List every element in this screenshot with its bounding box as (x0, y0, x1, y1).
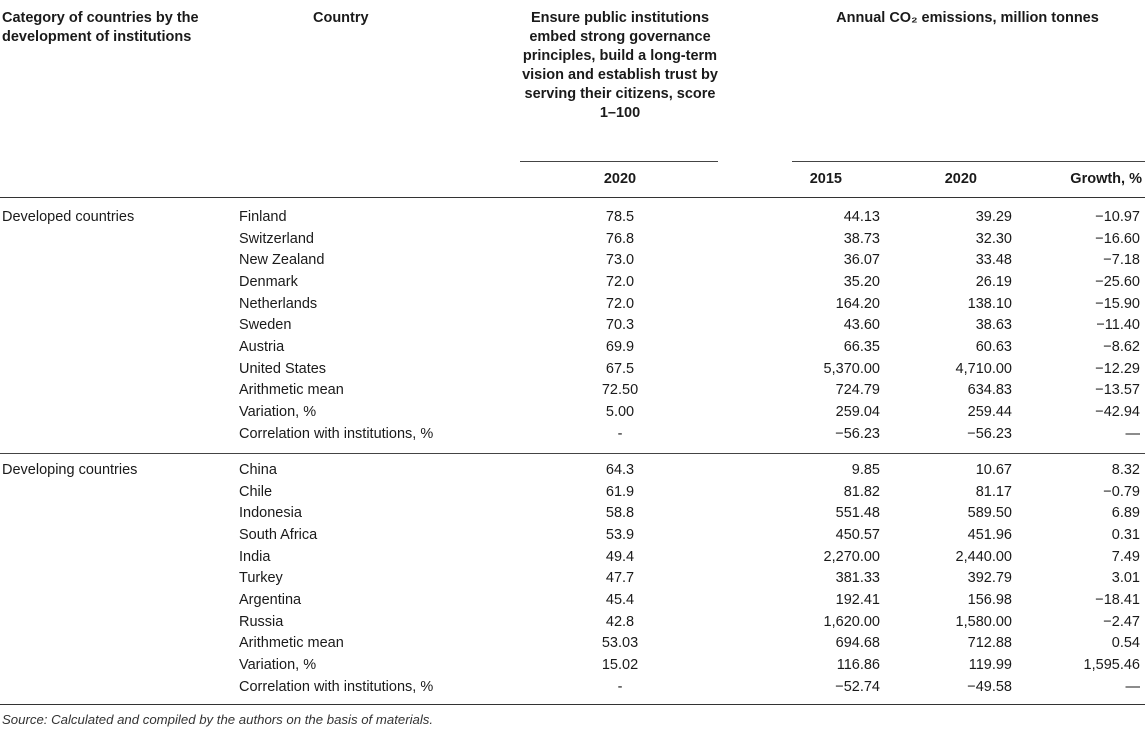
cell-emissions-2015: −52.74 (835, 678, 880, 695)
cell-country: Indonesia (239, 505, 302, 522)
cell-score: 67.5 (605, 360, 635, 377)
cell-emissions-2020: 10.67 (975, 462, 1012, 478)
cell-score: - (617, 678, 623, 695)
cell-growth: −12.29 (1095, 360, 1140, 377)
cell-emissions-2015: 450.57 (835, 526, 880, 543)
cell-emissions-2015: 81.82 (843, 483, 880, 500)
cell-growth: 1,595.46 (1083, 656, 1140, 673)
cell-growth: 7.49 (1111, 548, 1140, 565)
cell-emissions-2020: 26.19 (975, 273, 1012, 290)
cell-country: Turkey (239, 570, 283, 587)
cell-emissions-2015: 551.48 (835, 505, 880, 522)
cell-emissions-2015: 694.68 (835, 635, 880, 652)
cell-emissions-2015: 44.13 (843, 209, 880, 225)
cell-growth: — (1125, 678, 1140, 695)
cell-growth: — (1125, 425, 1140, 442)
cell-emissions-2015: 192.41 (835, 591, 880, 608)
cell-score: 53.03 (601, 635, 639, 652)
table-row (0, 251, 1145, 273)
cell-country: Variation, % (239, 403, 317, 420)
cell-growth: −16.60 (1095, 230, 1140, 247)
table-row (0, 403, 1145, 425)
cell-growth: 8.32 (1111, 462, 1140, 478)
cell-emissions-2020: −49.58 (967, 678, 1012, 695)
table-row (0, 461, 1145, 483)
cell-country: New Zealand (239, 252, 325, 269)
subheader-2015: 2015 (809, 171, 842, 187)
table-row (0, 273, 1145, 295)
cell-emissions-2015: 9.85 (851, 462, 880, 478)
cell-score: 15.02 (601, 656, 639, 673)
table-row (0, 425, 1145, 447)
header-category: Category of countries by the development of institutions (2, 10, 199, 45)
cell-country: Correlation with institutions, % (239, 425, 434, 442)
cell-country: Denmark (239, 273, 298, 290)
table-row (0, 634, 1145, 656)
cell-growth: −8.62 (1103, 338, 1140, 355)
cell-growth: −7.18 (1103, 252, 1140, 269)
cell-country: Variation, % (239, 656, 317, 673)
cell-country: South Africa (239, 526, 318, 543)
cell-country: Russia (239, 613, 284, 630)
cell-emissions-2020: −56.23 (967, 425, 1012, 442)
cell-country: Arithmetic mean (239, 382, 344, 399)
table-row (0, 381, 1145, 403)
cell-score: 61.9 (605, 483, 635, 500)
table-row (0, 548, 1145, 570)
cell-country: China (239, 462, 277, 478)
cell-emissions-2020: 2,440.00 (955, 548, 1012, 565)
cell-score: 76.8 (605, 230, 635, 247)
table-row (0, 295, 1145, 317)
cell-growth: −13.57 (1095, 382, 1140, 399)
cell-emissions-2020: 119.99 (968, 656, 1012, 673)
header-emissions: Annual CO₂ emissions, million tonnes (836, 10, 1099, 26)
cell-score: 78.5 (605, 209, 635, 225)
cell-country: United States (239, 360, 327, 377)
source-note: Source: Calculated and compiled by the authors on the basis of materials. (2, 712, 434, 727)
cell-emissions-2020: 33.48 (975, 252, 1012, 269)
cell-country: Arithmetic mean (239, 635, 344, 652)
cell-growth: 0.31 (1111, 526, 1140, 543)
cell-emissions-2020: 39.29 (975, 209, 1012, 225)
cell-emissions-2020: 138.10 (967, 295, 1012, 312)
cell-growth: −42.94 (1095, 403, 1140, 420)
cell-emissions-2015: 36.07 (843, 252, 880, 269)
cell-emissions-2020: 392.79 (967, 570, 1012, 587)
subheader-2020: 2020 (944, 171, 977, 187)
cell-emissions-2015: 724.79 (835, 382, 880, 399)
table-row (0, 338, 1145, 360)
cell-country: Correlation with institutions, % (239, 678, 434, 695)
cell-emissions-2015: 1,620.00 (823, 613, 880, 630)
header-bottom-rule (0, 197, 1145, 198)
cell-emissions-2020: 156.98 (967, 591, 1012, 608)
cell-growth: −11.40 (1096, 317, 1140, 334)
cell-country: Chile (239, 483, 273, 500)
cell-score: 69.9 (605, 338, 635, 355)
cell-country: India (239, 548, 271, 565)
cell-emissions-2015: 35.20 (843, 273, 880, 290)
cell-emissions-2015: 38.73 (843, 230, 880, 247)
table-row (0, 678, 1145, 700)
cell-country: Netherlands (239, 295, 318, 312)
cell-score: 64.3 (605, 462, 635, 478)
table-row (0, 504, 1145, 526)
cell-growth: −25.60 (1095, 273, 1140, 290)
cell-emissions-2020: 451.96 (967, 526, 1012, 543)
table-row (0, 230, 1145, 252)
cell-score: 5.00 (605, 403, 635, 420)
header-rule-institutions (520, 161, 718, 162)
cell-emissions-2015: 43.60 (843, 317, 880, 334)
cell-emissions-2015: 2,270.00 (823, 548, 880, 565)
cell-country: Austria (239, 338, 285, 355)
cell-emissions-2020: 38.63 (975, 317, 1012, 334)
cell-score: 45.4 (605, 591, 635, 608)
table-row (0, 613, 1145, 635)
cell-score: 47.7 (605, 570, 635, 587)
cell-emissions-2015: 5,370.00 (823, 360, 880, 377)
cell-score: 58.8 (605, 505, 635, 522)
cell-growth: 6.89 (1111, 505, 1140, 522)
cell-growth: 3.01 (1111, 570, 1140, 587)
cell-emissions-2015: 164.20 (835, 295, 880, 312)
cell-country: Argentina (239, 591, 302, 608)
cell-emissions-2020: 712.88 (967, 635, 1012, 652)
cell-emissions-2015: 381.33 (835, 570, 880, 587)
cell-emissions-2015: 116.86 (836, 656, 880, 673)
cell-country: Finland (239, 209, 287, 225)
cell-country: Sweden (239, 317, 292, 334)
cell-emissions-2015: 259.04 (835, 403, 880, 420)
cell-emissions-2020: 589.50 (967, 505, 1012, 522)
cell-emissions-2020: 259.44 (967, 403, 1012, 420)
cell-emissions-2020: 81.17 (975, 483, 1012, 500)
group-category-developing: Developing countries (2, 462, 138, 478)
subheader-growth: Growth, % (1070, 171, 1142, 187)
cell-emissions-2020: 60.63 (975, 338, 1012, 355)
table-row (0, 316, 1145, 338)
cell-emissions-2015: 66.35 (843, 338, 880, 355)
header-institutions: Ensure public institutions embed strong governance principles, build a long-term vision and establish trust by serving their citizens, score 1–100 (522, 10, 718, 121)
table-bottom-rule (0, 704, 1145, 705)
table-row (0, 526, 1145, 548)
cell-emissions-2020: 1,580.00 (955, 613, 1012, 630)
header-country: Country (313, 10, 369, 26)
cell-score: - (617, 425, 623, 442)
cell-growth: −18.41 (1095, 591, 1140, 608)
group-category-developed: Developed countries (2, 209, 135, 225)
cell-score: 73.0 (605, 252, 635, 269)
cell-score: 72.0 (605, 295, 635, 312)
table-row (0, 360, 1145, 382)
cell-emissions-2020: 634.83 (967, 382, 1012, 399)
cell-score: 70.3 (605, 317, 635, 334)
cell-growth: −2.47 (1103, 613, 1140, 630)
table-row (0, 208, 1145, 230)
cell-score: 72.0 (605, 273, 635, 290)
table-row (0, 569, 1145, 591)
group-divider (0, 453, 1145, 454)
cell-growth: −15.90 (1095, 295, 1140, 312)
cell-country: Switzerland (239, 230, 314, 247)
cell-score: 53.9 (605, 526, 635, 543)
cell-emissions-2015: −56.23 (835, 425, 880, 442)
subheader-2020-score: 2020 (603, 171, 637, 187)
header-rule-emissions (792, 161, 1145, 162)
cell-growth: 0.54 (1111, 635, 1140, 652)
cell-emissions-2020: 4,710.00 (955, 360, 1012, 377)
cell-emissions-2020: 32.30 (975, 230, 1012, 247)
cell-score: 49.4 (605, 548, 635, 565)
cell-score: 42.8 (605, 613, 635, 630)
table-row (0, 591, 1145, 613)
table-row (0, 656, 1145, 678)
table-row (0, 483, 1145, 505)
cell-score: 72.50 (601, 382, 639, 399)
cell-growth: −10.97 (1095, 209, 1140, 225)
cell-growth: −0.79 (1103, 483, 1140, 500)
